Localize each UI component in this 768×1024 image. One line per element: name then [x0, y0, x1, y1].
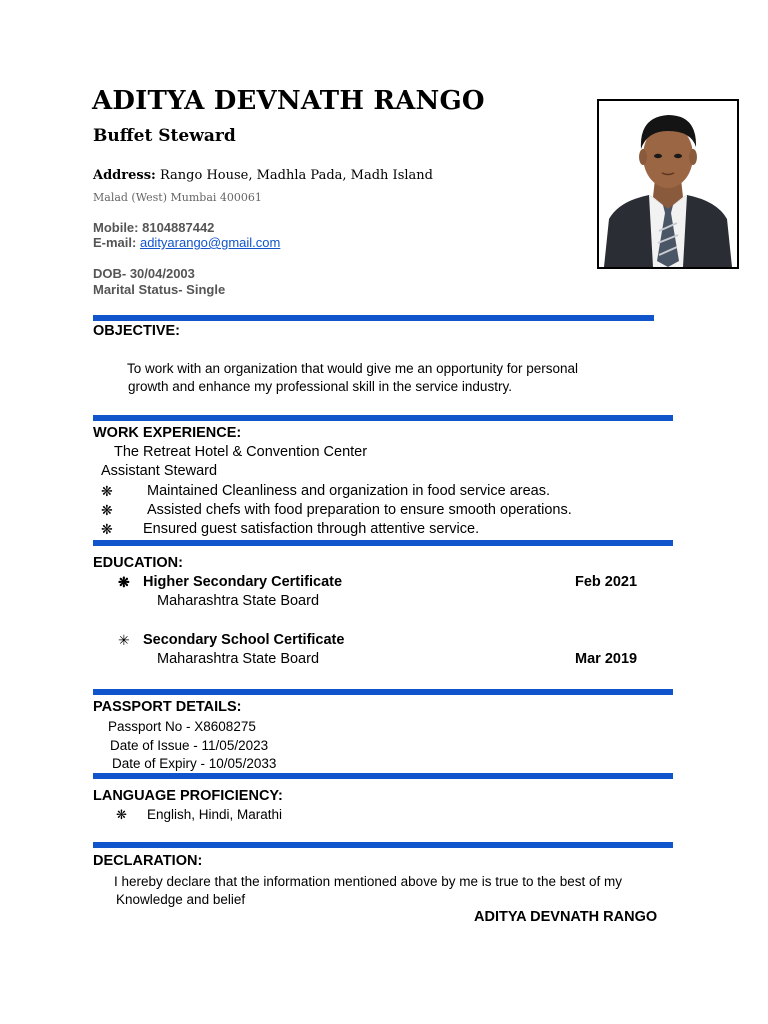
work-item: Maintained Cleanliness and organization in food service areas.	[147, 483, 551, 499]
divider-bar-declaration	[93, 842, 673, 848]
divider-bar-education	[93, 540, 673, 546]
address-line-1	[93, 168, 433, 183]
passport-expiry: Date of Expiry - 10/05/2033	[112, 756, 277, 771]
education-date: Feb 2021	[575, 574, 638, 590]
language-heading: LANGUAGE PROFICIENCY:	[93, 788, 283, 804]
objective-heading: OBJECTIVE:	[93, 323, 181, 339]
mobile: Mobile: 8104887442	[93, 220, 215, 235]
objective-line-1: To work with an organization that would give me an opportunity for personal	[127, 361, 579, 376]
education-board: Maharashtra State Board	[157, 593, 320, 609]
work-item: Assisted chefs with food preparation to ensure smooth operations.	[147, 502, 572, 518]
education-heading: EDUCATION:	[93, 555, 183, 571]
bullet-icon: ❋	[118, 574, 130, 590]
divider-bar-passport	[93, 689, 673, 695]
address-label: Address:	[93, 168, 156, 183]
bullet-icon: ❋	[101, 502, 113, 518]
email-link[interactable]: adityarango@gmail.com	[139, 235, 281, 250]
divider-bar-language	[93, 773, 673, 779]
work-company: The Retreat Hotel & Convention Center	[114, 444, 368, 460]
education-title: Secondary School Certificate	[143, 632, 345, 648]
marital-status: Marital Status- Single	[93, 282, 226, 297]
declaration-heading: DECLARATION:	[93, 853, 203, 869]
education-date: Mar 2019	[575, 651, 638, 667]
declaration-line-1: I hereby declare that the information mentioned above by me is true to the best of my	[114, 874, 623, 889]
language-value: English, Hindi, Marathi	[147, 807, 283, 822]
dob: DOB- 30/04/2003	[93, 266, 195, 281]
passport-heading: PASSPORT DETAILS:	[93, 699, 242, 715]
candidate-name: ADITYA DEVNATH RANGO	[92, 86, 485, 116]
passport-number: Passport No - X8608275	[108, 719, 256, 734]
address-line-2: Malad (West) Mumbai 400061	[93, 191, 262, 204]
bullet-icon: ❋	[101, 521, 113, 537]
signature-name: ADITYA DEVNATH RANGO	[474, 909, 658, 925]
education-title: Higher Secondary Certificate	[143, 574, 343, 590]
person-icon	[599, 101, 737, 267]
bullet-icon: ✳	[118, 632, 130, 648]
profile-photo	[597, 99, 739, 269]
email-label: E-mail:	[93, 235, 137, 250]
education-board: Maharashtra State Board	[157, 651, 320, 667]
job-title: Buffet Steward	[93, 126, 236, 146]
work-heading: WORK EXPERIENCE:	[93, 425, 242, 441]
work-item: Ensured guest satisfaction through attentive service.	[143, 521, 480, 537]
passport-issue: Date of Issue - 11/05/2023	[110, 738, 269, 753]
bullet-icon: ❋	[116, 807, 127, 822]
divider-bar-work	[93, 415, 673, 421]
address-value: Rango House, Madhla Pada, Madh Island	[159, 168, 433, 183]
divider-bar-objective	[93, 315, 654, 321]
work-position: Assistant Steward	[101, 463, 218, 479]
email-row	[93, 235, 280, 250]
declaration-line-2: Knowledge and belief	[116, 892, 246, 907]
bullet-icon: ❋	[101, 483, 113, 499]
objective-line-2: growth and enhance my professional skill in the service industry.	[128, 379, 512, 394]
